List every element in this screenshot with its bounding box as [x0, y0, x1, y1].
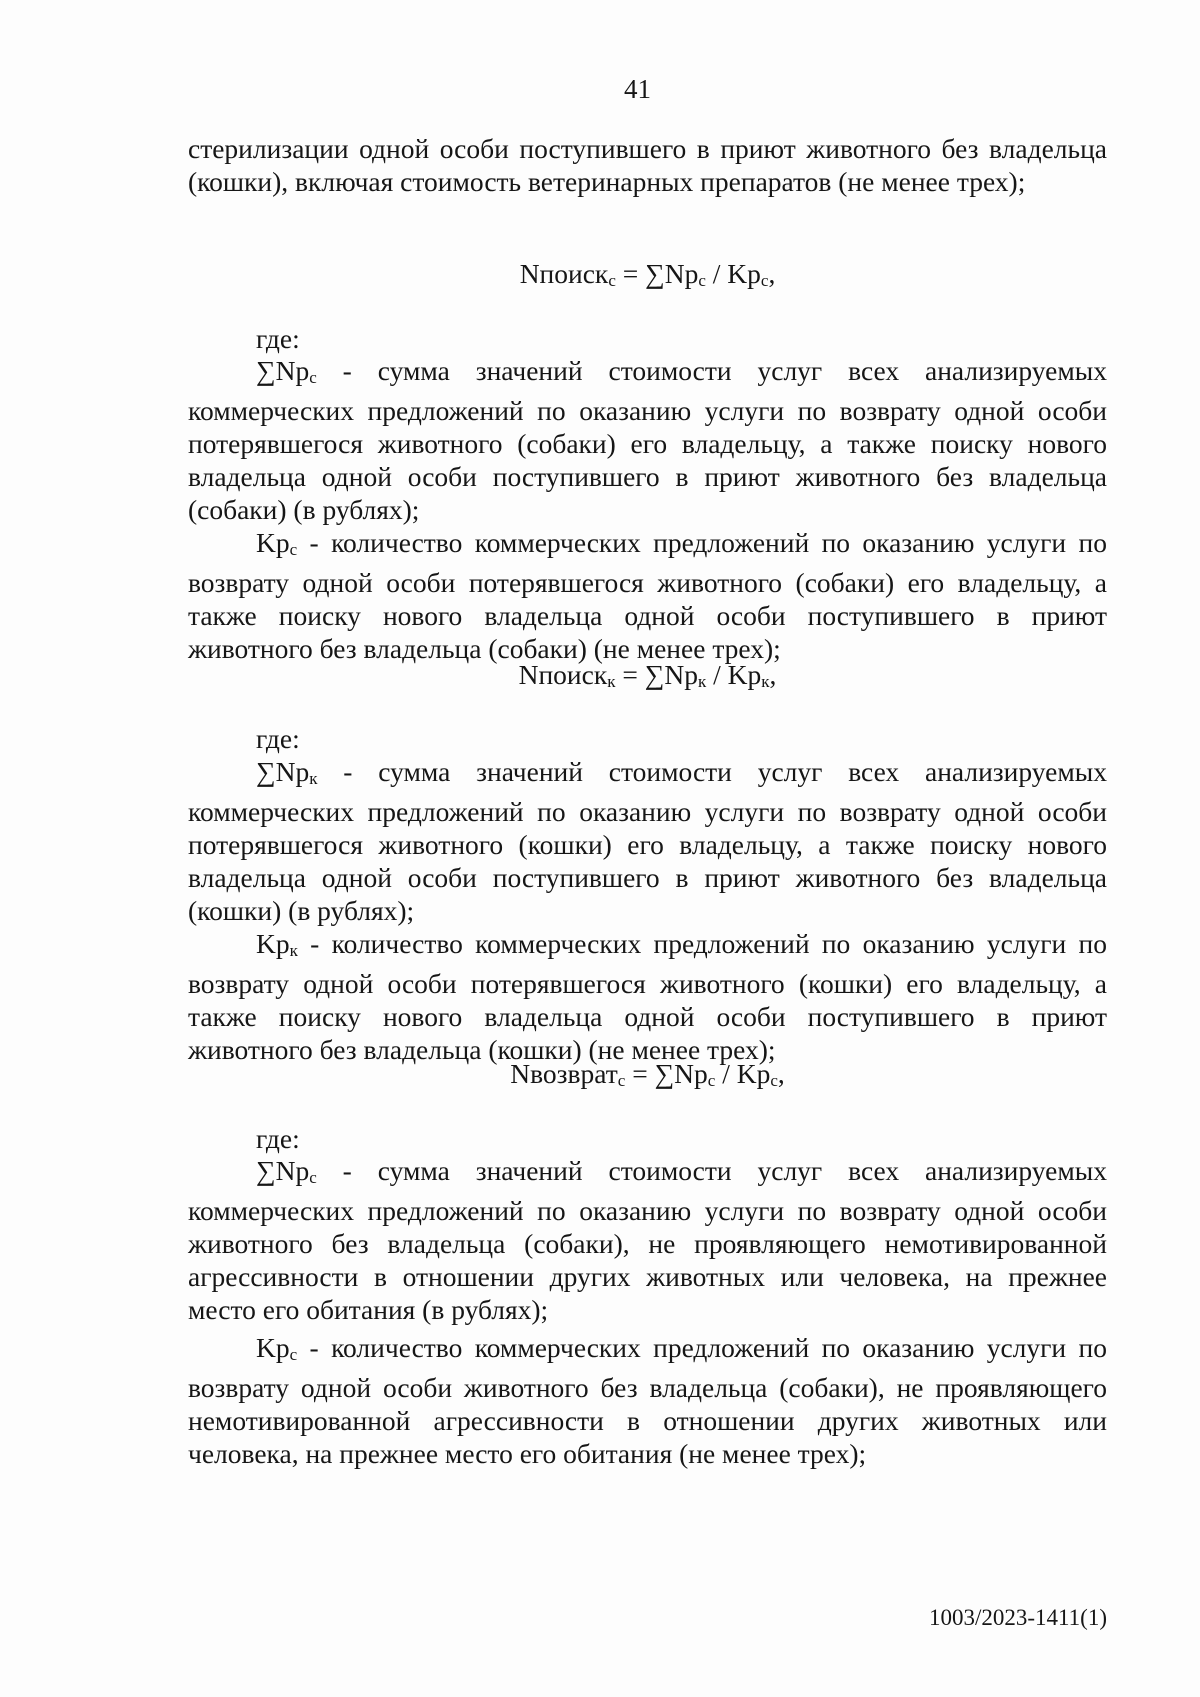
formula-eq: = ∑Np [615, 659, 698, 690]
where-label: где: [256, 1123, 300, 1154]
def-symbol-sub: с [289, 540, 298, 559]
def-symbol-sub: с [309, 1168, 317, 1187]
def-symbol-sub: к [309, 769, 318, 788]
def-text: - количество коммерческих предложений по оказанию услуги по возврату одной особи потерявшегося животного (кошки) его владельцу, а также поиску нового владельца одной особи поступившего в приют животного без владельца (кошки) (не менее трех); [188, 928, 1107, 1065]
definition-sum-cats [188, 755, 1107, 927]
document-code: 1003/2023-1411(1) [928, 1605, 1107, 1630]
formula-search-cats [188, 658, 1107, 698]
formula-lhs-sub: с [608, 271, 616, 290]
formula-lhs: Nвозврат [510, 1058, 618, 1089]
def-symbol: ∑Np [256, 355, 310, 386]
def-symbol: Kp [256, 1332, 290, 1363]
formula-mid-sub: с [707, 1071, 716, 1090]
formula-mid-sub: к [697, 672, 707, 691]
formula-end: , [768, 258, 776, 289]
formula-lhs: Nпоиск [519, 258, 609, 289]
formula-lhs-sub: к [607, 672, 616, 691]
def-text: - сумма значений стоимости услуг всех анализируемых коммерческих предложений по оказанию услуги по возврату одной особи потерявшегося животного (кошки) его владельцу, а также поиску нового владельца одной особи поступившего в приют животного без владельца (кошки) (в рублях); [188, 756, 1107, 926]
formula-search-dogs [188, 257, 1107, 297]
formula-end: , [777, 1058, 785, 1089]
def-symbol: Kp [256, 928, 290, 959]
formula-rhs-sub: к [761, 672, 770, 691]
def-symbol-sub: с [309, 368, 317, 387]
where-label: где: [256, 323, 300, 354]
def-symbol: ∑Np [256, 756, 310, 787]
intro-paragraph [188, 132, 1107, 198]
formula-div: / Kp [705, 258, 761, 289]
def-text: - количество коммерческих предложений по оказанию услуги по возврату одной особи потерявшегося животного (собаки) его владельцу, а также поиску нового владельца одной особи поступившего в приют животного без владельца (собаки) (не менее трех); [188, 527, 1107, 664]
def-symbol-sub: к [289, 941, 298, 960]
formula-mid-sub: с [698, 271, 706, 290]
definition-count-return-dogs [188, 1331, 1107, 1470]
formula-lhs: Nпоиск [518, 659, 608, 690]
formula-return-dogs [188, 1057, 1107, 1097]
formula-div: / Kp [706, 659, 762, 690]
def-text: - сумма значений стоимости услуг всех анализируемых коммерческих предложений по оказанию услуги по возврату одной особи потерявшегося животного (собаки) его владельцу, а также поиску нового владельца одной особи поступившего в приют животного без владельца (собаки) (в рублях); [188, 355, 1107, 525]
formula-eq: = ∑Np [615, 258, 699, 289]
def-symbol: ∑Np [256, 1155, 310, 1186]
formula-end: , [769, 659, 777, 690]
definition-count-dogs [188, 526, 1107, 665]
definitions-block-1 [188, 354, 1107, 665]
where-label: где: [256, 723, 300, 754]
formula-div: / Kp [715, 1058, 771, 1089]
definitions-block-2 [188, 755, 1107, 1066]
page-number: 41 [624, 74, 651, 104]
definitions-block-3 [188, 1154, 1107, 1470]
def-symbol: Kp [256, 527, 290, 558]
definition-sum-dogs [188, 354, 1107, 526]
intro-text: стерилизации одной особи поступившего в приют животного без владельца (кошки), включая стоимость ветеринарных препаратов (не менее трех); [188, 133, 1107, 197]
def-text: - количество коммерческих предложений по оказанию услуги по возврату одной особи животного без владельца (собаки), не проявляющего немотивированной агрессивности в отношении других животных или человека, на прежнее место его обитания (не менее трех); [188, 1332, 1107, 1469]
definition-sum-return-dogs [188, 1154, 1107, 1326]
formula-eq: = ∑Np [625, 1058, 708, 1089]
def-text: - сумма значений стоимости услуг всех анализируемых коммерческих предложений по оказанию услуги по возврату одной особи животного без владельца (собаки), не проявляющего немотивированной агрессивности в отношении других животных или человека, на прежнее место его обитания (в рублях); [188, 1155, 1107, 1325]
definition-count-cats [188, 927, 1107, 1066]
formula-rhs-sub: с [760, 271, 769, 290]
def-symbol-sub: с [289, 1345, 298, 1364]
formula-lhs-sub: с [617, 1071, 626, 1090]
formula-rhs-sub: с [770, 1071, 778, 1090]
